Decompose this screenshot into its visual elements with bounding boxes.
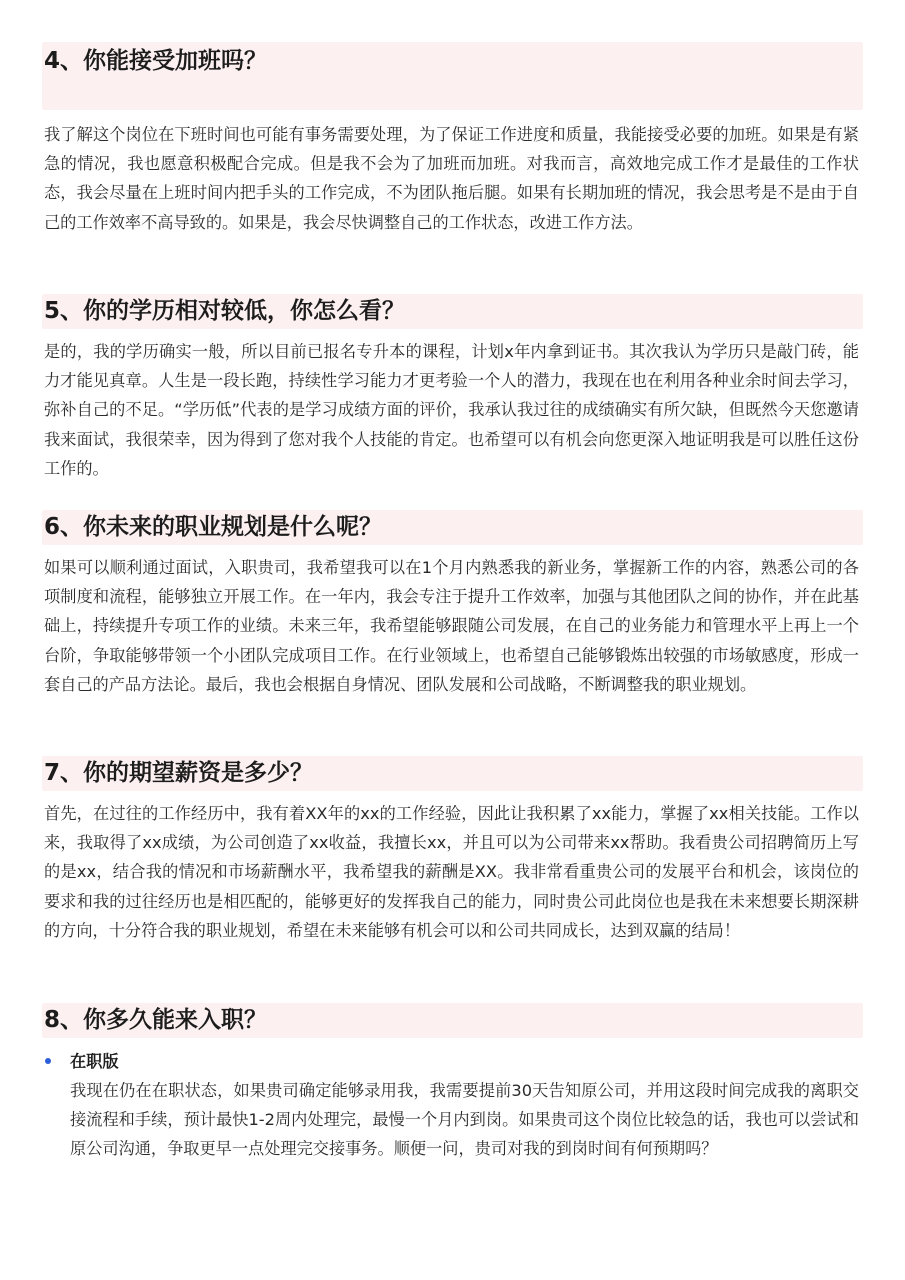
section-4-heading-text: 4、你能接受加班吗？ bbox=[44, 48, 268, 74]
section-7-paragraph: 首先，在过往的工作经历中，我有着XX年的xx的工作经验，因此让我积累了xx能力，掌握了xx相关技能。工作以来，我取得了xx成绩，为公司创造了xx收益，我擅长xx，并且可以为公司带来xx帮助。我看贵公司招聘简历上写的是xx，结合我的情况和市场薪酬水平，我希望我的薪酬是XX。我非常看重贵公司的发展平台和机会，该岗位的要求和我的过往经历也是相匹配的，能够更好的发挥我自己的能力，同时贵公司此岗位也是我在未来想要长期深耕的方向，十分符合我的职业规划，希望在未来能够有机会可以和公司共同成长，达到双赢的结局！ bbox=[44, 804, 859, 940]
section-7-heading bbox=[42, 756, 863, 791]
list-item-paragraph: 我现在仍在在职状态，如果贵司确定能够录用我，我需要提前30天告知原公司，并用这段时间完成我的离职交接流程和手续，预计最快1-2周内处理完，最慢一个月内到岗。如果贵司这个岗位比较急的话，我也可以尝试和原公司沟通，争取更早一点处理完交接事务。顺便一问，贵司对我的到岗时间有何预期吗？ bbox=[70, 1081, 859, 1159]
section-5-heading-text: 5、你的学历相对较低，你怎么看？ bbox=[44, 298, 406, 324]
section-5-paragraph: 是的，我的学历确实一般，所以目前已报名专升本的课程，计划x年内拿到证书。其次我认为学历只是敲门砖，能力才能见真章。人生是一段长跑，持续性学习能力才更考验一个人的潜力，我现在也在利用各种业余时间去学习，弥补自己的不足。“学历低”代表的是学习成绩方面的评价，我承认我过往的成绩确实有所欠缺，但既然今天您邀请我来面试，我很荣幸，因为得到了您对我个人技能的肯定。也希望可以有机会向您更深入地证明我是可以胜任这份工作的。 bbox=[44, 342, 859, 478]
section-8-heading-text: 8、你多久能来入职？ bbox=[44, 1007, 268, 1033]
section-6-paragraph: 如果可以顺利通过面试，入职贵司，我希望我可以在1个月内熟悉我的新业务，掌握新工作的内容，熟悉公司的各项制度和流程，能够独立开展工作。在一年内，我会专注于提升工作效率，加强与其他团队之间的协作，并在此基础上，持续提升专项工作的业绩。未来三年，我希望能够跟随公司发展，在自己的业务能力和管理水平上再上一个台阶，争取能够带领一个小团队完成项目工作。在行业领域上，也希望自己能够锻炼出较强的市场敏感度，形成一套自己的产品方法论。最后，我也会根据自身情况、团队发展和公司战略，不断调整我的职业规划。 bbox=[44, 558, 859, 694]
section-7-heading-text: 7、你的期望薪资是多少？ bbox=[44, 760, 314, 786]
bullet-icon bbox=[45, 1058, 51, 1064]
section-6-heading-text: 6、你未来的职业规划是什么呢？ bbox=[44, 514, 383, 540]
list-item-title: 在职版 bbox=[70, 1052, 119, 1071]
section-6-heading bbox=[42, 510, 863, 545]
section-8-heading bbox=[42, 1003, 863, 1038]
section-5-heading bbox=[42, 294, 863, 329]
section-4-heading bbox=[42, 42, 863, 110]
section-4-paragraph: 我了解这个岗位在下班时间也可能有事务需要处理，为了保证工作进度和质量，我能接受必要的加班。如果是有紧急的情况，我也愿意积极配合完成。但是我不会为了加班而加班。对我而言，高效地完成工作才是最佳的工作状态，我会尽量在上班时间内把手头的工作完成，不为团队拖后腿。如果有长期加班的情况，我会思考是不是由于自己的工作效率不高导致的。如果是，我会尽快调整自己的工作状态，改进工作方法。 bbox=[44, 125, 859, 232]
